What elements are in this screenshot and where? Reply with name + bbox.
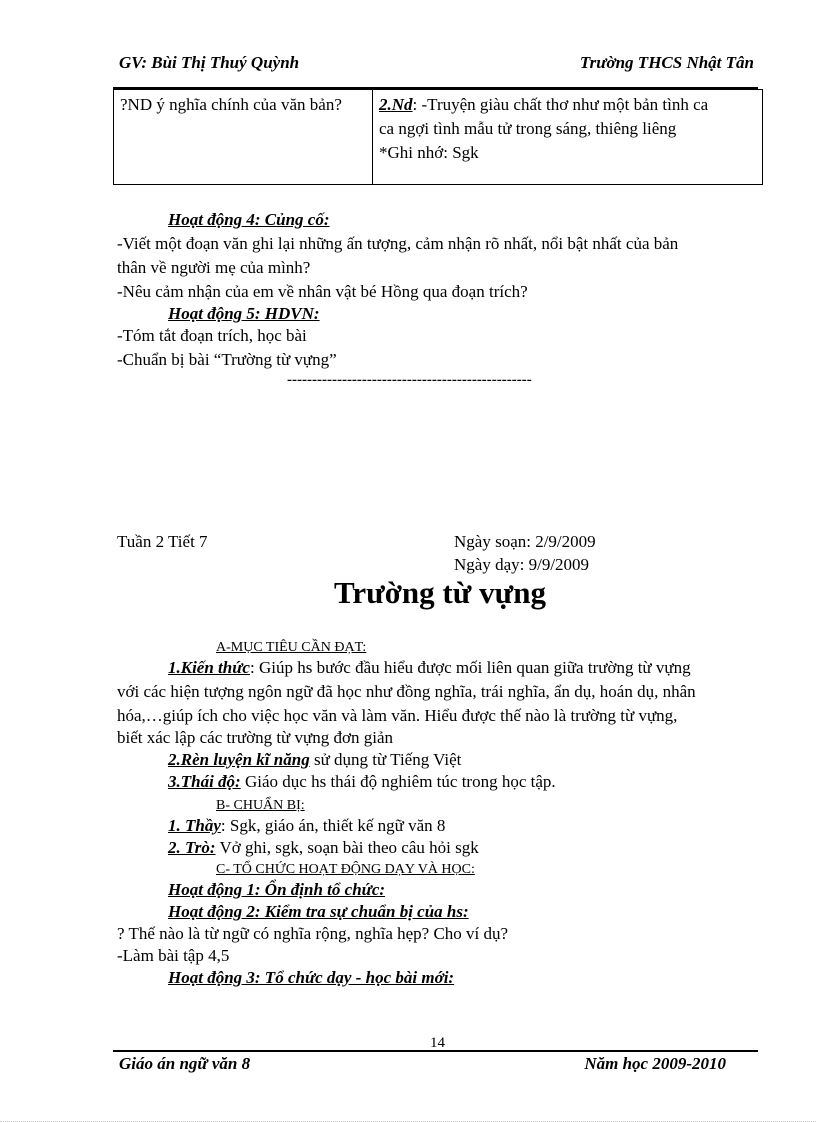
week-period: Tuần 2 Tiết 7 bbox=[117, 532, 208, 551]
activity5-heading: Hoạt động 5: HDVN: bbox=[168, 304, 320, 323]
activity5-line-1: -Tóm tắt đoạn trích, học bài bbox=[117, 326, 307, 345]
knowledge-line-3: hóa,…giúp ích cho việc học văn và làm văn. Hiểu được thế nào là trường từ vựng, bbox=[117, 706, 678, 725]
teacher-prep-line bbox=[168, 814, 445, 838]
answer-line-2: ca ngợi tình mẫu tử trong sáng, thiêng liêng bbox=[379, 119, 677, 138]
activity5-line-2: -Chuẩn bị bài “Trường từ vựng” bbox=[117, 350, 337, 369]
question-text: ?ND ý nghĩa chính của văn bản? bbox=[120, 95, 342, 114]
teacher-text: : Sgk, giáo án, thiết kế ngữ văn 8 bbox=[220, 816, 446, 835]
answer-text: : -Truyện giàu chất thơ như một bản tình ca bbox=[412, 95, 709, 114]
attitude-label: 3.Thái độ: bbox=[168, 772, 241, 791]
student-label: 2. Trò: bbox=[168, 838, 216, 857]
knowledge-line-1 bbox=[168, 656, 691, 680]
section-c-heading: C- TỔ CHỨC HOẠT ĐỘNG DẠY VÀ HỌC: bbox=[216, 862, 475, 877]
answer-line-3: *Ghi nhớ: Sgk bbox=[379, 143, 479, 162]
section-divider: ------------------------------------------------- bbox=[287, 372, 532, 388]
knowledge-line-4: biết xác lập các trường từ vựng đơn giản bbox=[117, 728, 393, 747]
activity4-heading: Hoạt động 4: Củng cố: bbox=[168, 210, 330, 229]
footer-book: Giáo án ngữ văn 8 bbox=[119, 1054, 251, 1073]
activity2-heading: Hoạt động 2: Kiểm tra sự chuẩn bị của hs: bbox=[168, 902, 469, 921]
footer-year: Năm học 2009-2010 bbox=[584, 1054, 726, 1073]
activity4-line-1: -Viết một đoạn văn ghi lại những ấn tượng, cảm nhận rõ nhất, nổi bật nhất của bản bbox=[117, 234, 679, 253]
activity4-line-2: thân về người mẹ của mình? bbox=[117, 258, 311, 277]
knowledge-label: 1.Kiến thức bbox=[168, 658, 250, 677]
knowledge-text: : Giúp hs bước đầu hiểu được mối liên quan giữa trường từ vựng bbox=[249, 658, 691, 677]
prep-date: Ngày soạn: 2/9/2009 bbox=[454, 532, 596, 551]
question-cell bbox=[114, 90, 373, 185]
review-table bbox=[113, 89, 763, 185]
attitude-text: Giáo dục hs thái độ nghiêm túc trong học tập. bbox=[240, 772, 556, 791]
page-edge bbox=[0, 1121, 816, 1122]
attitude-line bbox=[168, 770, 556, 794]
footer-rule bbox=[113, 1050, 758, 1052]
section-b-heading: B- CHUẨN BỊ: bbox=[216, 798, 305, 813]
page-number: 14 bbox=[430, 1035, 445, 1051]
skill-label: 2.Rèn luyện kĩ năng bbox=[168, 750, 310, 769]
student-text: Vở ghi, sgk, soạn bài theo câu hỏi sgk bbox=[215, 838, 479, 857]
answer-label: 2.Nd bbox=[379, 95, 413, 114]
header-school: Trường THCS Nhật Tân bbox=[579, 53, 754, 72]
header-teacher: GV: Bùi Thị Thuý Quỳnh bbox=[119, 53, 300, 72]
activity1-heading: Hoạt động 1: Ổn định tổ chức: bbox=[168, 880, 386, 899]
skill-text: sử dụng từ Tiếng Việt bbox=[309, 750, 462, 769]
section-a-heading: A-MỤC TIÊU CẦN ĐẠT: bbox=[216, 640, 367, 655]
answer-cell bbox=[373, 90, 763, 185]
knowledge-line-2: với các hiện tượng ngôn ngữ đã học như đồng nghĩa, trái nghĩa, ẩn dụ, hoán dụ, nhân bbox=[117, 682, 696, 701]
teacher-label: 1. Thầy bbox=[168, 816, 221, 835]
student-prep-line bbox=[168, 836, 479, 860]
check-question: ? Thế nào là từ ngữ có nghĩa rộng, nghĩa hẹp? Cho ví dụ? bbox=[117, 924, 509, 943]
activity4-line-3: -Nêu cảm nhận của em về nhân vật bé Hồng qua đoạn trích? bbox=[117, 282, 528, 301]
homework-line: -Làm bài tập 4,5 bbox=[117, 946, 230, 965]
lesson-title: Trường từ vựng bbox=[334, 575, 546, 610]
activity3-heading: Hoạt động 3: Tổ chức dạy - học bài mới: bbox=[168, 968, 455, 987]
skill-line bbox=[168, 748, 461, 772]
table-row bbox=[114, 90, 763, 185]
teach-date: Ngày dạy: 9/9/2009 bbox=[454, 555, 590, 574]
